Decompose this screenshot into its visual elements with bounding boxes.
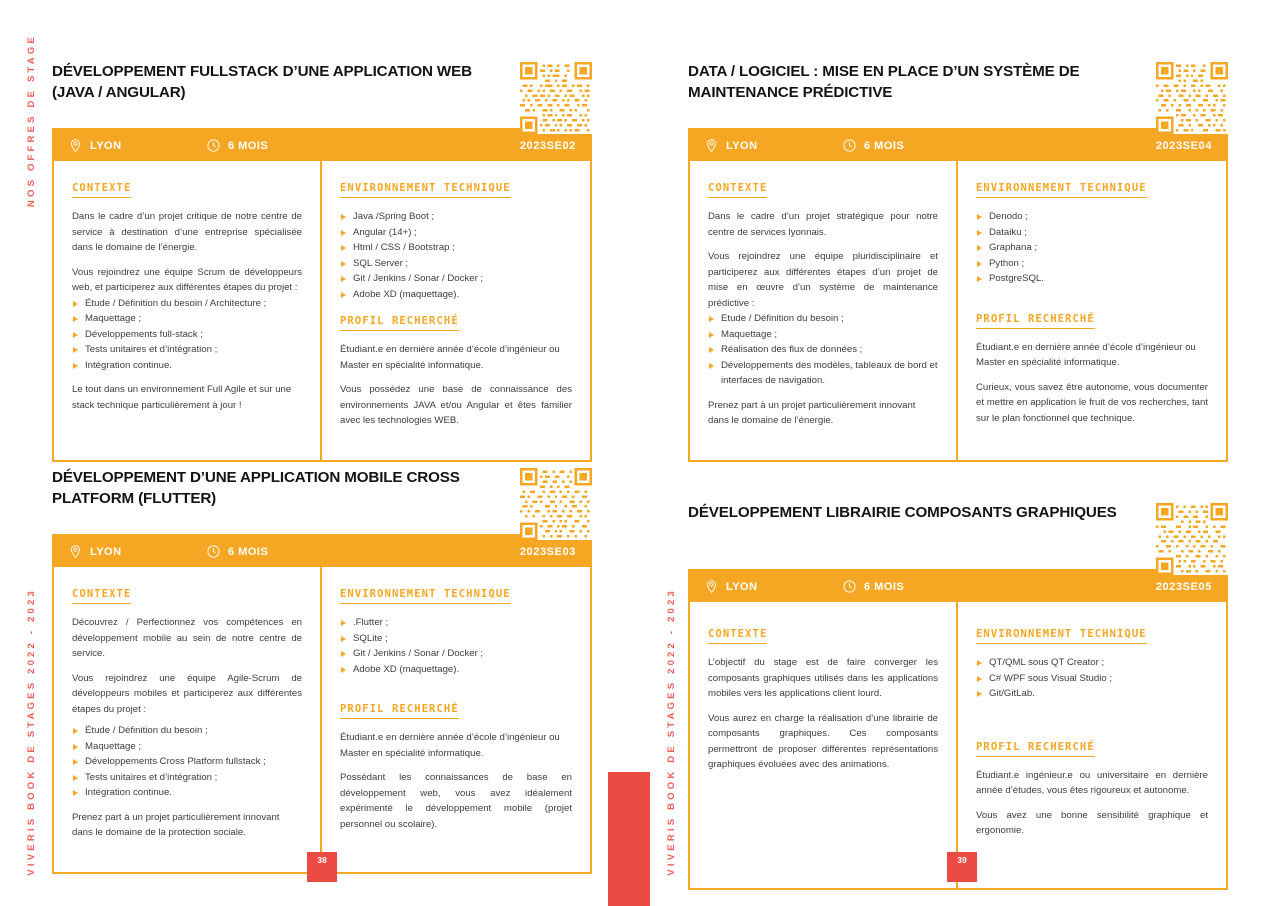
list-item: Dataiku ;: [976, 225, 1208, 241]
profil-paragraph: Étudiant.e en dernière année d’école d’ingénieur ou Master en spécialité informatique.: [340, 732, 560, 759]
contexte-paragraph: Prenez part à un projet particulièrement innovant dans le domaine de l’énergie.: [708, 399, 916, 427]
offer-reference: 2023SE03: [519, 545, 576, 558]
profil-paragraph: Étudiant.e en dernière année d’école d’ingénieur ou Master en spécialité informatique.: [340, 344, 560, 371]
offer-duration: [206, 138, 268, 153]
offer-body: [690, 602, 1226, 888]
clock-icon: [206, 138, 221, 153]
environnement-list: [340, 209, 572, 302]
offer-body: [54, 161, 590, 460]
offer-duration-label: 6 MOIS: [228, 139, 269, 152]
list-item: Tests unitaires et d’intégration ;: [72, 770, 302, 786]
contexte-paragraph: Prenez part à un projet particulièrement innovant dans le domaine de la protection sociale.: [72, 811, 280, 839]
contexte-paragraph: Vous aurez en charge la réalisation d’une librairie de composants graphiques. Ces composants permettront de proposer différentes représentations graphiques évoluées avec des animations.: [708, 712, 938, 771]
offer-location: [704, 579, 842, 594]
offer-tech-profile-column: [322, 161, 590, 460]
contexte-paragraph: L’objectif du stage est de faire converger les composants graphiques utilisés dans les applications mobiles vers les applications client lourd.: [708, 657, 938, 700]
section-title-environnement: ENVIRONNEMENT TECHNIQUE: [340, 182, 511, 198]
list-item: Développements Cross Platform fullstack ;: [72, 754, 302, 770]
list-item: Intégration continue.: [72, 358, 302, 374]
offer-card-3: [52, 468, 592, 874]
offer-header-2: [688, 62, 1228, 114]
list-item: Git / Jenkins / Sonar / Docker ;: [340, 646, 572, 662]
contexte-paragraph: Vous rejoindrez une équipe Scrum de développeurs web, et participerez aux différentes étapes du projet :: [72, 266, 302, 294]
spine-label-top-left: NOS OFFRES DE STAGE: [26, 34, 37, 208]
qr-code-icon[interactable]: [520, 468, 592, 540]
offer-duration: [842, 579, 904, 594]
offer-duration: [206, 544, 268, 559]
offer-title: DATA / LOGICIEL : MISE EN PLACE D’UN SYSTÈME DE MAINTENANCE PRÉDICTIVE: [688, 63, 1080, 101]
list-item: Développements des modèles, tableaux de bord et interfaces de navigation.: [708, 358, 938, 389]
section-title-environnement: ENVIRONNEMENT TECHNIQUE: [976, 182, 1147, 198]
offer-tech-profile-column: [958, 161, 1226, 460]
list-item: Python ;: [976, 256, 1208, 272]
offer-duration-label: 6 MOIS: [228, 545, 269, 558]
profil-paragraph: Possédant les connaissances de base en développement web, vous avez idéalement expérimenté le développement mobile (projet personnel ou scolaire).: [340, 772, 572, 830]
section-title-contexte: CONTEXTE: [72, 588, 131, 604]
list-item: Développements full-stack ;: [72, 327, 302, 343]
section-title-profil: PROFIL RECHERCHÉ: [340, 315, 459, 331]
contexte-paragraph: Vous rejoindrez une équipe Agile-Scrum de développeurs mobiles et participerez aux différentes étapes du projet :: [72, 672, 302, 715]
list-item: Graphana ;: [976, 240, 1208, 256]
offer-title: DÉVELOPPEMENT LIBRAIRIE COMPOSANTS GRAPHIQUES: [688, 504, 1117, 521]
section-title-contexte: CONTEXTE: [72, 182, 131, 198]
page-number-right: [947, 852, 977, 886]
offer-tech-profile-column: [322, 567, 590, 872]
offer-card-4: [688, 503, 1228, 890]
offer-body: [690, 161, 1226, 460]
clock-icon: [842, 138, 857, 153]
offer-header-3: [52, 468, 592, 520]
profil-paragraph: Étudiant.e en dernière année d’école d’ingénieur ou Master en spécialité informatique.: [976, 341, 1196, 369]
page-number-value: 38: [317, 855, 327, 865]
list-item: Adobe XD (maquettage).: [340, 662, 572, 678]
page-number-value: 39: [957, 855, 967, 865]
qr-code-icon[interactable]: [1156, 503, 1228, 575]
list-item: Git/GitLab.: [976, 686, 1208, 702]
list-item: Maquettage ;: [72, 739, 302, 755]
offer-meta-bar: [690, 571, 1226, 602]
list-item: PostgreSQL.: [976, 271, 1208, 287]
offer-location: [68, 138, 206, 153]
red-accent-bar: [608, 772, 650, 906]
profil-paragraph: Vous possédez une base de connaissance des environnements JAVA et/ou Angular et êtes familier avec les technologies WEB.: [340, 384, 572, 427]
profil-paragraph: Étudiant.e ingénieur.e ou universitaire en dernière année d’études, vous êtes rigoureux et autonome.: [976, 769, 1208, 797]
contexte-paragraph: Vous rejoindrez une équipe pluridisciplinaire et participerez aux différentes étapes d’un projet de mise en œuvre d’un système de maintenance prédictive :: [708, 251, 938, 309]
list-item: Git / Jenkins / Sonar / Docker ;: [340, 271, 572, 287]
contexte-paragraph: Dans le cadre d’un projet critique de notre centre de service à destination d’une entreprise spécialisée dans le domaine de l’énergie.: [72, 211, 302, 254]
list-item: Étude / Définition du besoin ;: [72, 723, 302, 739]
offer-tech-profile-column: [958, 602, 1226, 888]
location-pin-icon: [704, 579, 719, 594]
offer-location-label: LYON: [90, 545, 122, 558]
environnement-list: [340, 615, 572, 677]
offer-meta-bar: [690, 130, 1226, 161]
offer-duration-label: 6 MOIS: [864, 139, 905, 152]
list-item: .Flutter ;: [340, 615, 572, 631]
contexte-paragraph: Dans le cadre d’un projet stratégique pour notre centre de services lyonnais.: [708, 211, 938, 238]
spine-label-bottom-left: VIVERIS BOOK DE STAGES 2022 - 2023: [26, 588, 37, 876]
offer-card-frame: [688, 569, 1228, 890]
offer-header-1: [52, 62, 592, 114]
list-item: Réalisation des flux de données ;: [708, 342, 938, 358]
offer-title: DÉVELOPPEMENT FULLSTACK D’UNE APPLICATION WEB (JAVA / ANGULAR): [52, 63, 472, 101]
list-item: SQLite ;: [340, 631, 572, 647]
environnement-list: [976, 655, 1208, 702]
location-pin-icon: [68, 138, 83, 153]
offer-card-frame: [688, 128, 1228, 462]
offer-header-4: [688, 503, 1228, 555]
offer-reference: 2023SE04: [1155, 139, 1212, 152]
list-item: QT/QML sous QT Creator ;: [976, 655, 1208, 671]
section-title-environnement: ENVIRONNEMENT TECHNIQUE: [976, 628, 1147, 644]
offer-duration: [842, 138, 904, 153]
list-item: Java /Spring Boot ;: [340, 209, 572, 225]
section-title-environnement: ENVIRONNEMENT TECHNIQUE: [340, 588, 511, 604]
offer-location: [68, 544, 206, 559]
qr-code-icon[interactable]: [1156, 62, 1228, 134]
list-item: C# WPF sous Visual Studio ;: [976, 671, 1208, 687]
offer-title: DÉVELOPPEMENT D’UNE APPLICATION MOBILE CROSS PLATFORM (FLUTTER): [52, 469, 460, 507]
section-title-profil: PROFIL RECHERCHÉ: [340, 703, 459, 719]
location-pin-icon: [68, 544, 83, 559]
section-title-profil: PROFIL RECHERCHÉ: [976, 741, 1095, 757]
offer-contexte-column: [690, 602, 958, 888]
offer-meta-bar: [54, 536, 590, 567]
list-item: Maquettage ;: [72, 311, 302, 327]
list-item: Etude / Définition du besoin ;: [708, 311, 938, 327]
offer-meta-bar: [54, 130, 590, 161]
contexte-bullet-list: [72, 723, 302, 801]
offer-contexte-column: [690, 161, 958, 460]
page-number-left: [307, 852, 337, 886]
contexte-bullet-list: [72, 296, 302, 374]
list-item: Maquettage ;: [708, 327, 938, 343]
section-title-profil: PROFIL RECHERCHÉ: [976, 313, 1095, 329]
offer-card-1: [52, 62, 592, 462]
section-title-contexte: CONTEXTE: [708, 182, 767, 198]
location-pin-icon: [704, 138, 719, 153]
contexte-paragraph: Le tout dans un environnement Full Agile et sur une stack technique particulièrement à jour !: [72, 384, 292, 411]
offer-card-frame: [52, 128, 592, 462]
list-item: Étude / Définition du besoin / Architecture ;: [72, 296, 302, 312]
offer-location-label: LYON: [726, 580, 758, 593]
contexte-paragraph: Découvrez / Perfectionnez vos compétences en développement mobile au sein de notre centre de service.: [72, 617, 302, 660]
list-item: Denodo ;: [976, 209, 1208, 225]
offer-reference: 2023SE02: [519, 139, 576, 152]
offer-location-label: LYON: [726, 139, 758, 152]
clock-icon: [842, 579, 857, 594]
offer-contexte-column: [54, 161, 322, 460]
profil-paragraph: Curieux, vous savez être autonome, vous documenter et mettre en application le fruit de vos recherches, tant sur le plan fonctionnel que technique.: [976, 381, 1208, 424]
offer-location-label: LYON: [90, 139, 122, 152]
offer-location: [704, 138, 842, 153]
contexte-bullet-list: [708, 311, 938, 389]
profil-paragraph: Vous avez une bonne sensibilité graphique et ergonomie.: [976, 809, 1208, 837]
list-item: SQL Server ;: [340, 256, 572, 272]
offer-reference: 2023SE05: [1155, 580, 1212, 593]
clock-icon: [206, 544, 221, 559]
spine-label-bottom-right: VIVERIS BOOK DE STAGES 2022 - 2023: [666, 588, 677, 876]
offer-body: [54, 567, 590, 872]
qr-code-icon[interactable]: [520, 62, 592, 134]
offer-duration-label: 6 MOIS: [864, 580, 905, 593]
list-item: Angular (14+) ;: [340, 225, 572, 241]
list-item: Html / CSS / Bootstrap ;: [340, 240, 572, 256]
list-item: Adobe XD (maquettage).: [340, 287, 572, 303]
section-title-contexte: CONTEXTE: [708, 628, 767, 644]
offer-card-frame: [52, 534, 592, 874]
list-item: Tests unitaires et d’intégration ;: [72, 342, 302, 358]
offer-card-2: [688, 62, 1228, 462]
environnement-list: [976, 209, 1208, 287]
list-item: Intégration continue.: [72, 785, 302, 801]
offer-contexte-column: [54, 567, 322, 872]
